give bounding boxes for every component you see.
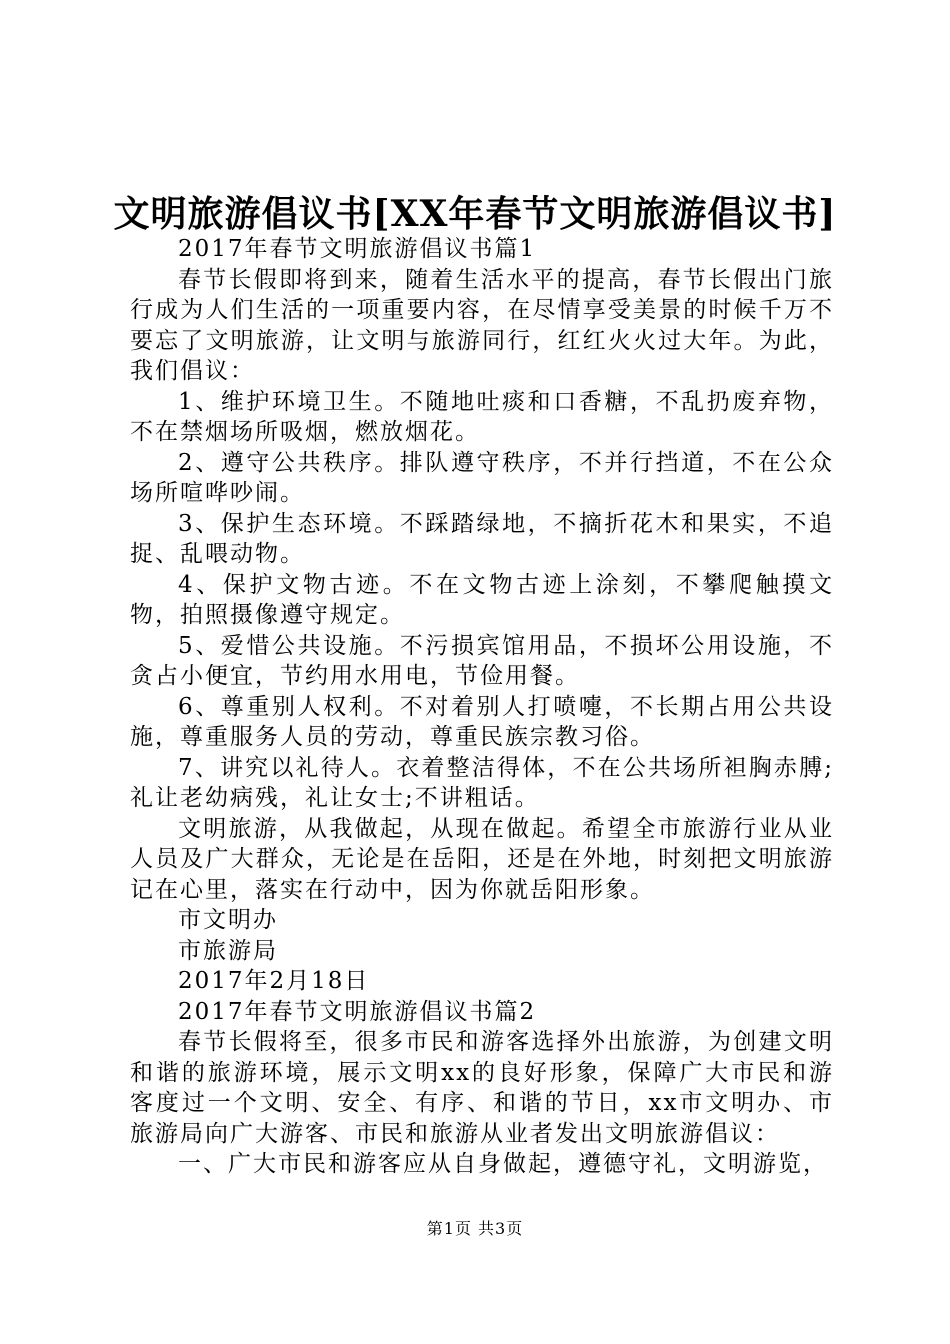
signature-date: 2017年2月18日 bbox=[178, 968, 370, 994]
closing-paragraph: 文明旅游，从我做起，从现在做起。希望全市旅游行业从业人员及广大群众，无论是在岳阳，还是在外地，时刻把文明旅游记在心里，落实在行动中，因为你就岳阳形象。 bbox=[130, 815, 834, 903]
section-heading-2: 2017年春节文明旅游倡议书篇2 bbox=[178, 998, 537, 1025]
proposal-item-2: 2、遵守公共秩序。排队遵守秩序，不并行挡道，不在公众场所喧哗吵闹。 bbox=[130, 449, 834, 506]
proposal-item-2-1: 一、广大市民和游客应从自身做起，遵德守礼，文明游览， bbox=[178, 1151, 828, 1177]
proposal-item-5: 5、爱惜公共设施。不污损宾馆用品，不损坏公用设施，不贪占小便宜，节约用水用电，节俭用餐。 bbox=[130, 632, 834, 689]
document-body bbox=[130, 234, 834, 1180]
page-footer: 第1页 共3页 bbox=[426, 1219, 524, 1238]
document-title: 文明旅游倡议书[XX年春节文明旅游倡议书] bbox=[113, 193, 837, 235]
proposal-item-1: 1、维护环境卫生。不随地吐痰和口香糖，不乱扔废弃物，不在禁烟场所吸烟，燃放烟花。 bbox=[130, 388, 834, 445]
proposal-item-4: 4、保护文物古迹。不在文物古迹上涂刻，不攀爬触摸文物，拍照摄像遵守规定。 bbox=[130, 571, 834, 628]
proposal-item-6: 6、尊重别人权利。不对着别人打喷嚏，不长期占用公共设施，尊重服务人员的劳动，尊重民族宗教习俗。 bbox=[130, 693, 834, 750]
proposal-item-7: 7、讲究以礼待人。衣着整洁得体，不在公共场所袒胸赤膊;礼让老幼病残，礼让女士;不讲粗话。 bbox=[130, 754, 834, 811]
signature-bureau: 市旅游局 bbox=[178, 937, 278, 964]
proposal-item-3: 3、保护生态环境。不踩踏绿地，不摘折花木和果实，不追捉、乱喂动物。 bbox=[130, 510, 834, 567]
signature-office: 市文明办 bbox=[178, 907, 278, 933]
intro-paragraph-2: 春节长假将至，很多市民和游客选择外出旅游，为创建文明和谐的旅游环境，展示文明xx的良好形象，保障广大市民和游客度过一个文明、安全、有序、和谐的节日，xx市文明办、市旅游局向广大游客、市民和旅游从业者发出文明旅游倡议： bbox=[130, 1029, 834, 1147]
section-heading-1: 2017年春节文明旅游倡议书篇1 bbox=[178, 236, 537, 262]
intro-paragraph: 春节长假即将到来，随着生活水平的提高，春节长假出门旅行成为人们生活的一项重要内容，在尽情享受美景的时候千万不要忘了文明旅游，让文明与旅游同行，红红火火过大年。为此，我们倡议： bbox=[130, 266, 834, 384]
